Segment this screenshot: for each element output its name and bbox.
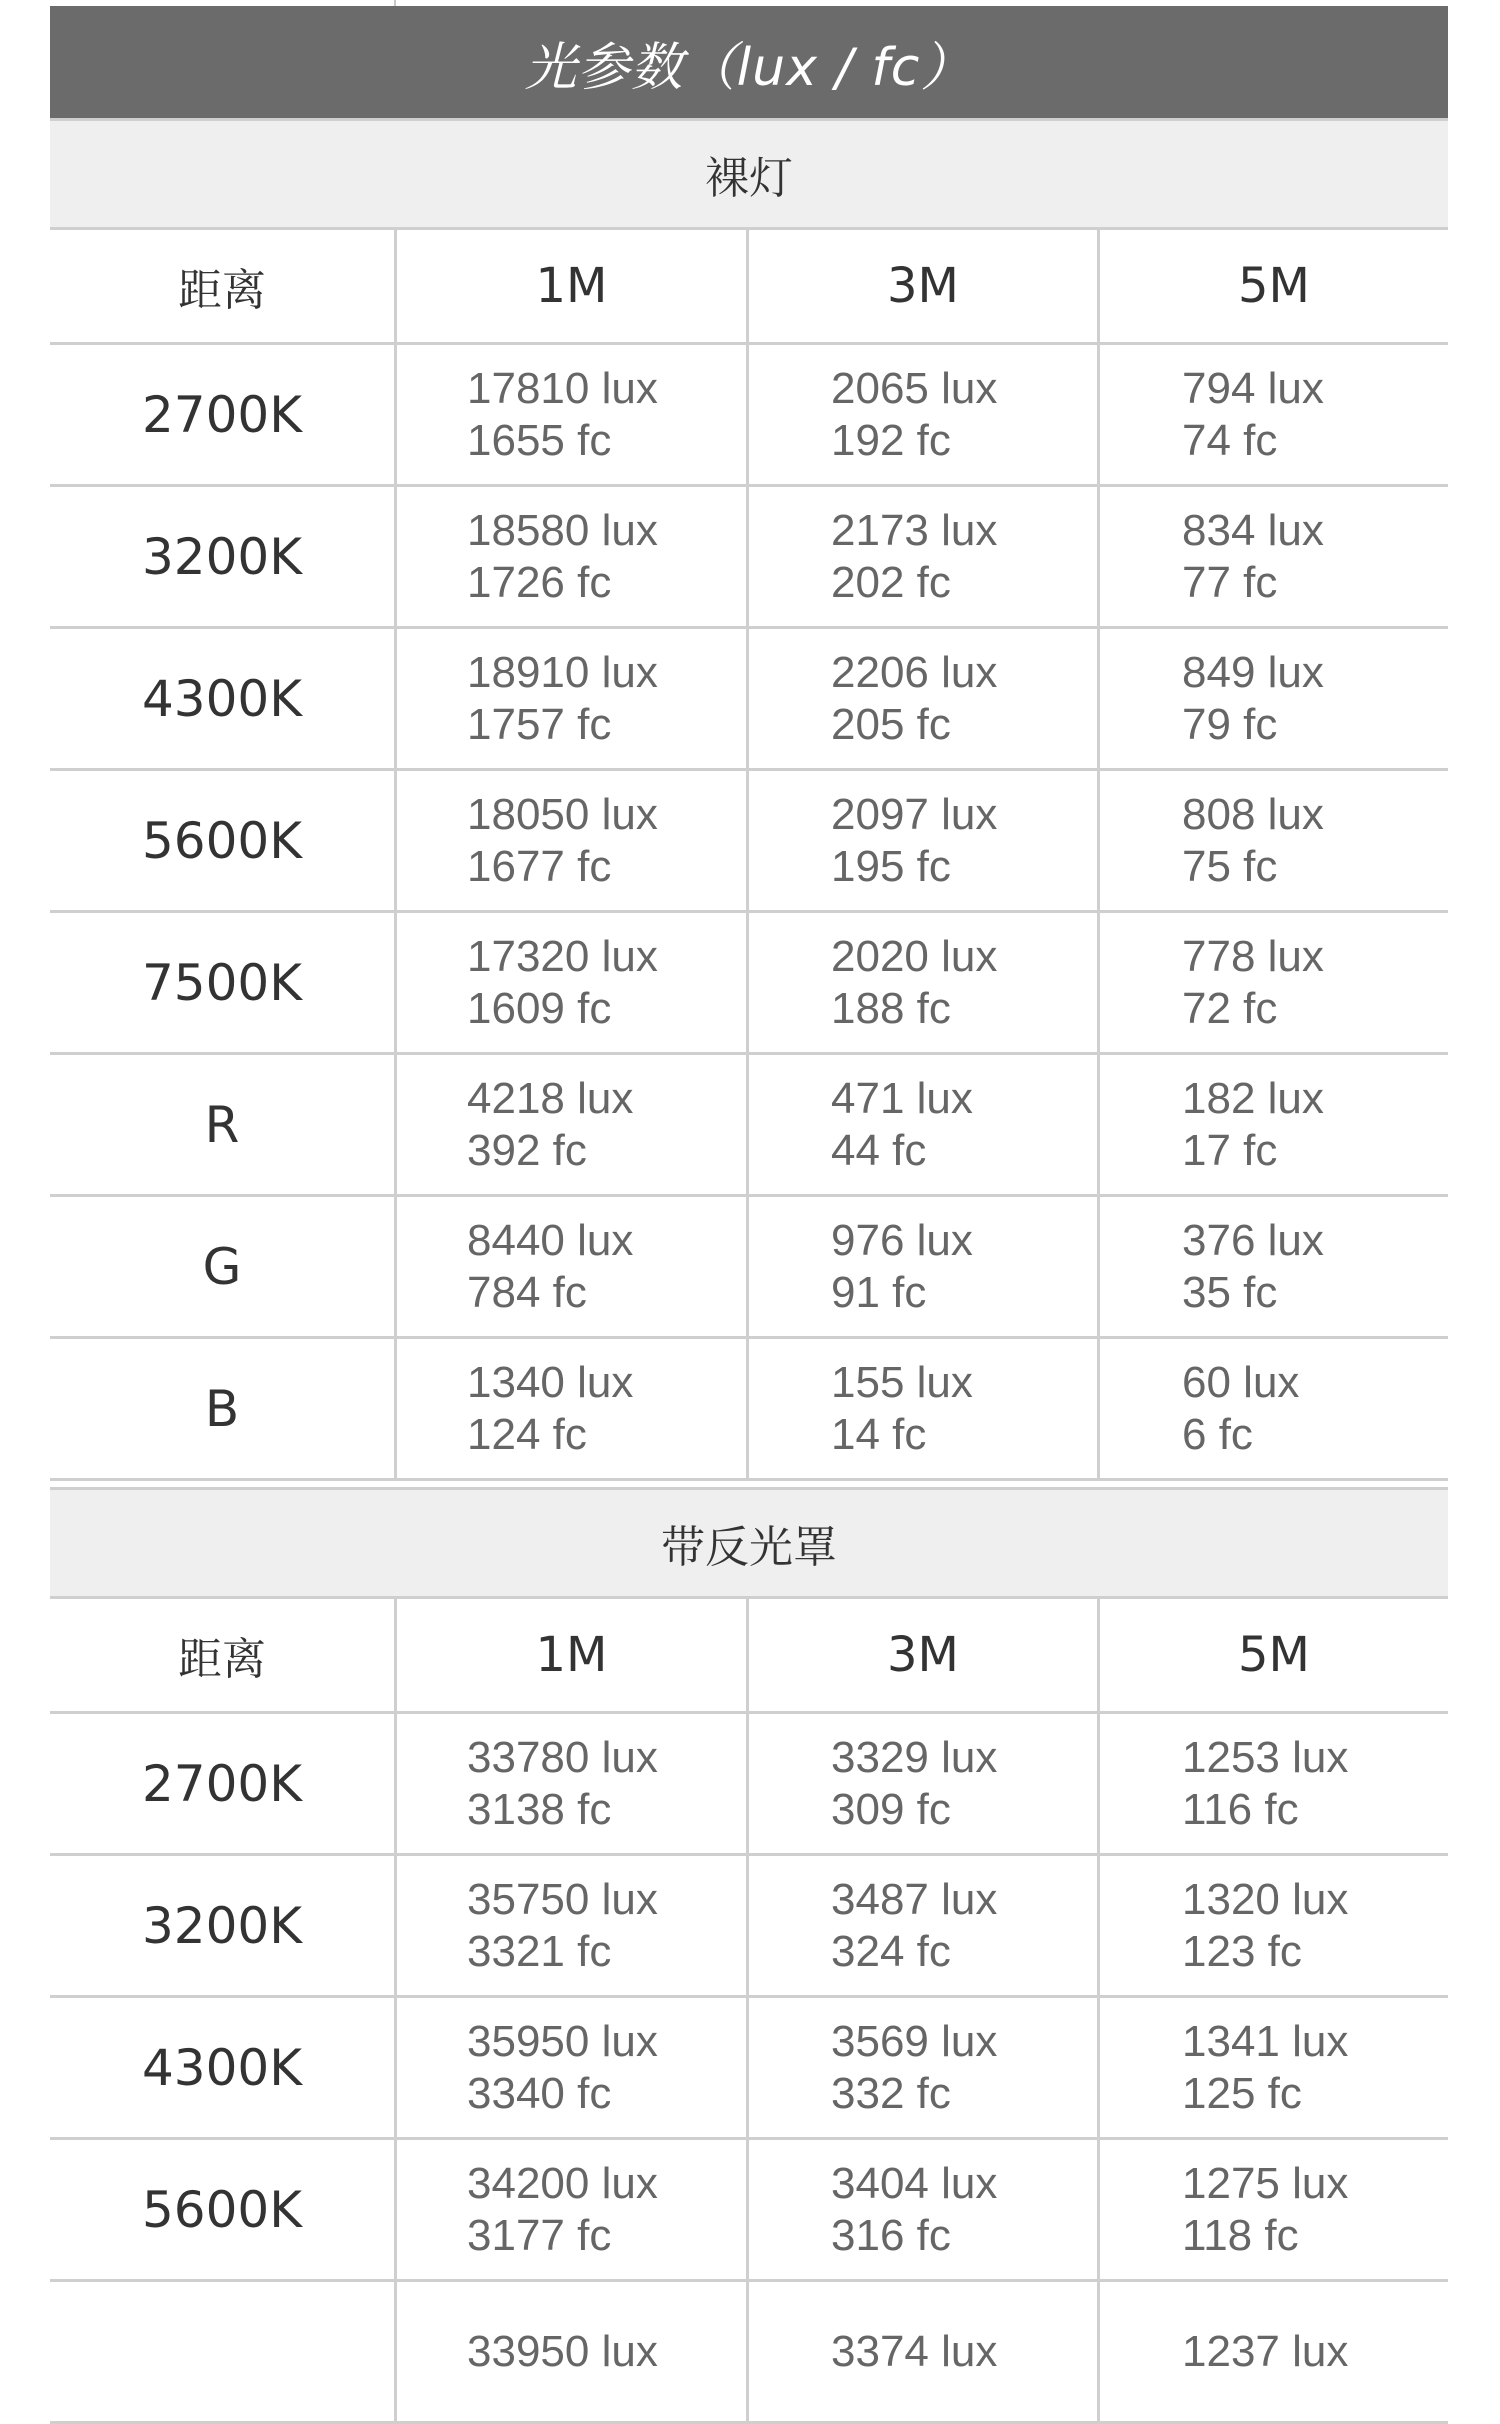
row-label: 4300K [141, 2038, 303, 2097]
row-label: 3200K [141, 1896, 303, 1955]
section-header-reflector: 带反光罩 [50, 1487, 1448, 1599]
fc-value: 1677 fc [467, 841, 612, 891]
fc-value: 1609 fc [467, 983, 612, 1033]
row-label: 4300K [141, 669, 303, 728]
lux-value: 1275 lux [1182, 2158, 1349, 2208]
lux-value: 2065 lux [831, 363, 998, 413]
row-label [50, 2282, 394, 2421]
table-row [50, 913, 1448, 1055]
header-col-5m: 5M [1097, 230, 1448, 342]
lux-value: 1340 lux [467, 1357, 634, 1407]
fc-value: 205 fc [831, 699, 951, 749]
value-cell [746, 1197, 1097, 1336]
fc-value: 6 fc [1182, 1409, 1253, 1459]
fc-value: 123 fc [1182, 1926, 1302, 1976]
value-cell [1097, 1197, 1448, 1336]
table-row [50, 629, 1448, 771]
fc-value: 125 fc [1182, 2068, 1302, 2118]
lux-value: 18910 lux [467, 647, 658, 697]
table-row [50, 1055, 1448, 1197]
light-parameter-table [50, 0, 1448, 2376]
header-col-3m: 3M [746, 1599, 1097, 1711]
fc-value: 44 fc [831, 1125, 927, 1175]
lux-value: 3329 lux [831, 1732, 998, 1782]
fc-value: 316 fc [831, 2210, 951, 2260]
table-row [50, 1856, 1448, 1998]
lux-value: 18050 lux [467, 789, 658, 839]
lux-value: 3374 lux [831, 2326, 998, 2376]
value-cell [746, 1714, 1097, 1853]
fc-value: 35 fc [1182, 1267, 1278, 1317]
section-grid-bare [50, 230, 1448, 1481]
value-cell [746, 1055, 1097, 1194]
fc-value: 72 fc [1182, 983, 1278, 1033]
value-cell [1097, 1998, 1448, 2137]
lux-value: 1320 lux [1182, 1874, 1349, 1924]
fc-value: 1726 fc [467, 557, 612, 607]
fc-value: 332 fc [831, 2068, 951, 2118]
lux-value: 376 lux [1182, 1215, 1324, 1265]
row-label: 7500K [141, 953, 303, 1012]
value-cell [394, 1055, 746, 1194]
header-distance: 距离 [178, 1634, 266, 1685]
lux-value: 2173 lux [831, 505, 998, 555]
value-cell [1097, 913, 1448, 1052]
fc-value: 195 fc [831, 841, 951, 891]
lux-value: 60 lux [1182, 1357, 1300, 1407]
value-cell [1097, 771, 1448, 910]
fc-value: 91 fc [831, 1267, 927, 1317]
fc-value: 188 fc [831, 983, 951, 1033]
value-cell [1097, 1339, 1448, 1478]
lux-value: 2206 lux [831, 647, 998, 697]
fc-value: 309 fc [831, 1784, 951, 1834]
table-title: 光参数（lux / fc） [50, 6, 1448, 118]
lux-value: 1253 lux [1182, 1732, 1349, 1782]
lux-value: 1237 lux [1182, 2326, 1349, 2376]
lux-value: 18580 lux [467, 505, 658, 555]
row-label: 2700K [141, 1754, 303, 1813]
lux-value: 33780 lux [467, 1732, 658, 1782]
value-cell [1097, 2282, 1448, 2421]
table-row [50, 771, 1448, 913]
value-cell [394, 1339, 746, 1478]
fc-value: 74 fc [1182, 415, 1278, 465]
value-cell [394, 2140, 746, 2279]
lux-value: 34200 lux [467, 2158, 658, 2208]
fc-value: 3177 fc [467, 2210, 612, 2260]
fc-value: 118 fc [1182, 2210, 1299, 2260]
value-cell [394, 487, 746, 626]
lux-value: 976 lux [831, 1215, 973, 1265]
lux-value: 471 lux [831, 1073, 973, 1123]
header-col-1m: 1M [394, 1599, 746, 1711]
value-cell [1097, 1856, 1448, 1995]
value-cell [746, 1856, 1097, 1995]
value-cell [394, 345, 746, 484]
header-row [50, 230, 1448, 345]
value-cell [394, 913, 746, 1052]
fc-value: 116 fc [1182, 1784, 1299, 1834]
table-row [50, 1197, 1448, 1339]
lux-value: 155 lux [831, 1357, 973, 1407]
lux-value: 808 lux [1182, 789, 1324, 839]
table-row [50, 345, 1448, 487]
value-cell [1097, 487, 1448, 626]
header-distance: 距离 [178, 265, 266, 316]
value-cell [746, 913, 1097, 1052]
table-row [50, 2140, 1448, 2282]
row-label: B [204, 1379, 240, 1438]
fc-value: 3321 fc [467, 1926, 612, 1976]
header-col-3m: 3M [746, 230, 1097, 342]
lux-value: 17320 lux [467, 931, 658, 981]
lux-value: 849 lux [1182, 647, 1324, 697]
value-cell [394, 1714, 746, 1853]
lux-value: 182 lux [1182, 1073, 1324, 1123]
fc-value: 3138 fc [467, 1784, 612, 1834]
fc-value: 784 fc [467, 1267, 587, 1317]
header-col-1m: 1M [394, 230, 746, 342]
lux-value: 33950 lux [467, 2326, 658, 2376]
lux-value: 17810 lux [467, 363, 658, 413]
header-row [50, 1599, 1448, 1714]
fc-value: 79 fc [1182, 699, 1278, 749]
value-cell [394, 2282, 746, 2421]
value-cell [746, 2140, 1097, 2279]
lux-value: 3569 lux [831, 2016, 998, 2066]
lux-value: 3487 lux [831, 1874, 998, 1924]
section-grid-reflector [50, 1599, 1448, 2424]
fc-value: 192 fc [831, 415, 951, 465]
fc-value: 3340 fc [467, 2068, 612, 2118]
value-cell [746, 1339, 1097, 1478]
table-row [50, 487, 1448, 629]
lux-value: 834 lux [1182, 505, 1324, 555]
lux-value: 35750 lux [467, 1874, 658, 1924]
lux-value: 778 lux [1182, 931, 1324, 981]
table-row [50, 1339, 1448, 1481]
value-cell [746, 629, 1097, 768]
value-cell [1097, 629, 1448, 768]
lux-value: 4218 lux [467, 1073, 634, 1123]
fc-value: 1757 fc [467, 699, 612, 749]
value-cell [394, 771, 746, 910]
lux-value: 2097 lux [831, 789, 998, 839]
lux-value: 2020 lux [831, 931, 998, 981]
table-row [50, 1998, 1448, 2140]
lux-value: 1341 lux [1182, 2016, 1349, 2066]
fc-value: 77 fc [1182, 557, 1278, 607]
value-cell [394, 629, 746, 768]
value-cell [394, 1197, 746, 1336]
row-label: R [204, 1095, 240, 1154]
value-cell [746, 345, 1097, 484]
section-header-bare: 裸灯 [50, 118, 1448, 230]
value-cell [394, 1998, 746, 2137]
row-label: 3200K [141, 527, 303, 586]
lux-value: 8440 lux [467, 1215, 634, 1265]
fc-value: 75 fc [1182, 841, 1278, 891]
row-label: 5600K [141, 2180, 303, 2239]
value-cell [1097, 2140, 1448, 2279]
lux-value: 3404 lux [831, 2158, 998, 2208]
fc-value: 14 fc [831, 1409, 927, 1459]
fc-value: 392 fc [467, 1125, 587, 1175]
fc-value: 17 fc [1182, 1125, 1278, 1175]
value-cell [1097, 1714, 1448, 1853]
value-cell [1097, 345, 1448, 484]
fc-value: 1655 fc [467, 415, 612, 465]
value-cell [1097, 1055, 1448, 1194]
value-cell [394, 1856, 746, 1995]
row-label: 2700K [141, 385, 303, 444]
value-cell [746, 771, 1097, 910]
table-row [50, 1714, 1448, 1856]
fc-value: 124 fc [467, 1409, 587, 1459]
value-cell [746, 2282, 1097, 2421]
lux-value: 794 lux [1182, 363, 1324, 413]
table-row [50, 2282, 1448, 2424]
value-cell [746, 487, 1097, 626]
lux-value: 35950 lux [467, 2016, 658, 2066]
header-col-5m: 5M [1097, 1599, 1448, 1711]
row-label: 5600K [141, 811, 303, 870]
row-label: G [202, 1237, 242, 1296]
value-cell [746, 1998, 1097, 2137]
fc-value: 202 fc [831, 557, 951, 607]
fc-value: 324 fc [831, 1926, 951, 1976]
